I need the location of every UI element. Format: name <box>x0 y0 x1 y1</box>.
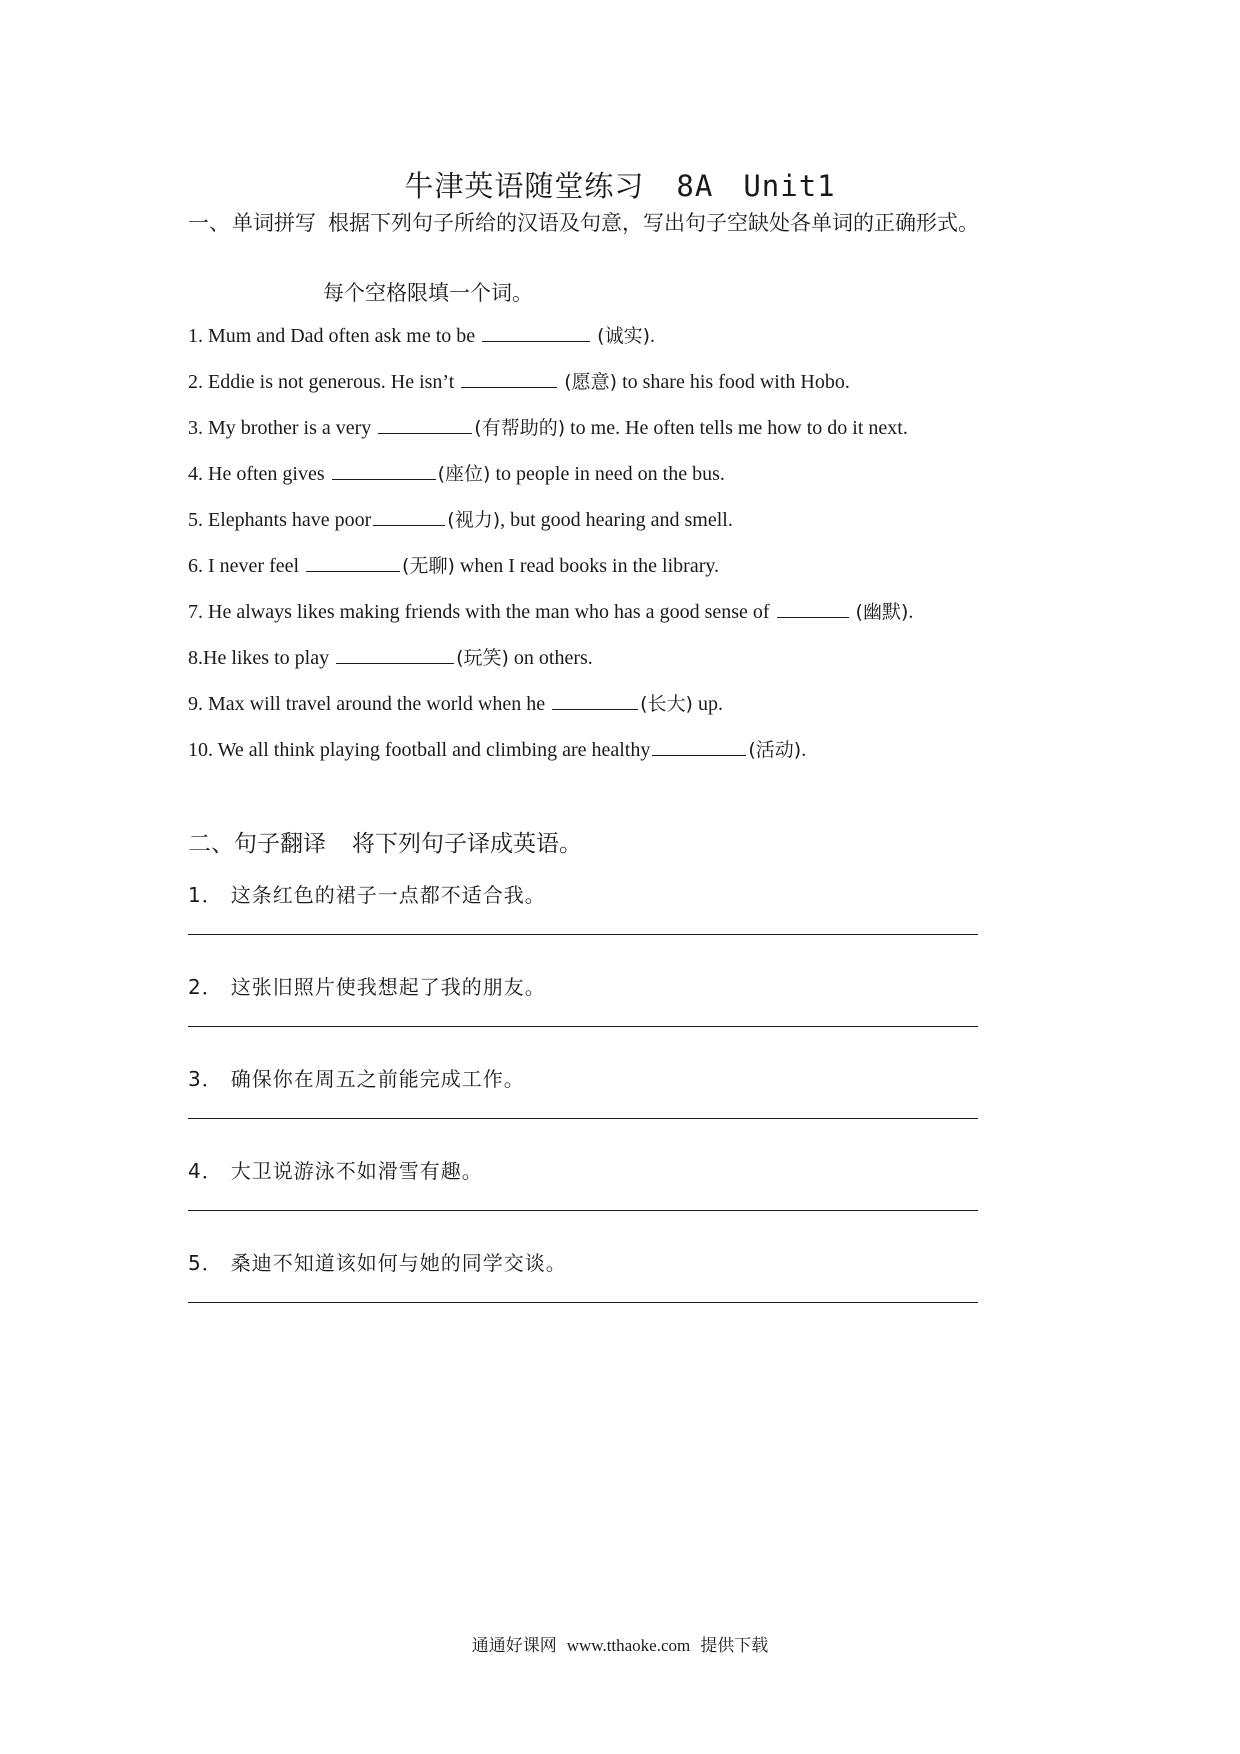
translation-question <box>188 1155 978 1184</box>
item-text-after: , but good hearing and smell. <box>500 509 733 531</box>
answer-blank[interactable] <box>461 369 557 388</box>
item-number: 3. <box>188 417 203 439</box>
section2-heading <box>188 825 582 858</box>
translation-question <box>188 1063 978 1092</box>
item-text: We all think playing football and climbing are healthy <box>217 739 651 761</box>
question-text: 桑迪不知道该如何与她的同学交谈。 <box>230 1251 567 1275</box>
answer-blank[interactable] <box>378 415 472 434</box>
translation-question <box>188 971 978 1000</box>
question-number: 1． <box>188 883 223 907</box>
answer-blank[interactable] <box>777 599 849 618</box>
translation-item <box>188 971 978 1000</box>
answer-line[interactable] <box>188 1118 978 1119</box>
question-text: 这张旧照片使我想起了我的朋友。 <box>230 975 546 999</box>
translation-item <box>188 1063 978 1092</box>
title-grade: 8A <box>676 169 714 203</box>
fill-item <box>188 691 1088 737</box>
section1-instruction: 根据下列句子所给的汉语及句意，写出句子空缺处各单词的正确形式。 <box>328 211 979 235</box>
item-hint: (活动) <box>748 739 802 761</box>
answer-line[interactable] <box>188 934 978 935</box>
page-footer <box>0 1631 1240 1656</box>
footer-site-name: 通通好课网 <box>471 1636 557 1656</box>
item-text: He always likes making friends with the man who has a good sense of <box>208 601 770 623</box>
question-number: 4． <box>188 1159 223 1183</box>
question-number: 2． <box>188 975 223 999</box>
fill-item <box>188 415 1088 461</box>
item-text-after: to share his food with Hobo. <box>617 371 850 393</box>
fill-item <box>188 645 1088 691</box>
section1-number: 一、 <box>188 211 230 235</box>
question-number: 3． <box>188 1067 223 1091</box>
item-hint: (幽默) <box>855 601 909 623</box>
item-hint: (玩笑) <box>456 647 509 669</box>
title-main: 牛津英语随堂练习 <box>404 169 645 203</box>
fill-in-list <box>188 323 1088 783</box>
item-text-after: up. <box>692 693 723 715</box>
translation-question <box>188 1247 978 1276</box>
fill-item <box>188 323 1088 369</box>
item-hint: (愿意) <box>564 371 618 393</box>
item-hint: (座位) <box>437 463 491 485</box>
fill-item <box>188 507 1088 553</box>
item-number: 4. <box>188 463 203 485</box>
page-title <box>0 164 1240 205</box>
item-text-after: . <box>801 739 807 761</box>
item-number: 10. <box>188 739 213 761</box>
title-unit: Unit1 <box>743 169 836 203</box>
fill-item <box>188 737 1088 783</box>
item-text-after: when I read books in the library. <box>454 555 720 577</box>
item-text: Eddie is not generous. He isn’t <box>208 371 455 393</box>
question-text: 确保你在周五之前能完成工作。 <box>230 1067 525 1091</box>
item-number: 7. <box>188 601 203 623</box>
translation-item <box>188 1247 978 1276</box>
item-number: 9. <box>188 693 203 715</box>
item-text: He often gives <box>208 463 325 485</box>
item-text-after: . <box>908 601 914 623</box>
item-number: 5. <box>188 509 203 531</box>
answer-blank[interactable] <box>336 645 454 664</box>
footer-url[interactable]: www.tthaoke.com <box>566 1636 691 1655</box>
answer-line[interactable] <box>188 1026 978 1027</box>
answer-blank[interactable] <box>652 737 746 756</box>
item-text-after: to people in need on the bus. <box>490 463 725 485</box>
section1-note: 每个空格限填一个词。 <box>323 281 533 305</box>
item-text-after: to me. He often tells me how to do it next. <box>565 417 908 439</box>
translation-question <box>188 879 978 908</box>
answer-blank[interactable] <box>332 461 436 480</box>
item-hint: (无聊) <box>402 555 455 577</box>
item-hint: (有帮助的) <box>474 417 566 439</box>
item-number: 6. <box>188 555 203 577</box>
item-number: 2. <box>188 371 203 393</box>
footer-suffix: 提供下载 <box>700 1636 769 1656</box>
item-hint: (诚实) <box>597 325 650 347</box>
item-text: Elephants have poor <box>208 509 372 531</box>
answer-blank[interactable] <box>373 507 445 526</box>
fill-item <box>188 553 1088 599</box>
section1-title: 单词拼写 <box>232 211 316 235</box>
section2-number: 二、 <box>188 831 234 857</box>
fill-item <box>188 599 1088 645</box>
answer-blank[interactable] <box>482 323 590 342</box>
question-number: 5． <box>188 1251 223 1275</box>
item-hint: (长大) <box>640 693 693 715</box>
item-text: Mum and Dad often ask me to be <box>208 325 476 347</box>
answer-line[interactable] <box>188 1210 978 1211</box>
translation-item <box>188 1155 978 1184</box>
item-text-after: on others. <box>508 647 593 669</box>
item-text: Max will travel around the world when he <box>208 693 546 715</box>
question-text: 这条红色的裙子一点都不适合我。 <box>230 883 546 907</box>
item-number: 1. <box>188 325 203 347</box>
answer-blank[interactable] <box>306 553 400 572</box>
fill-item <box>188 461 1088 507</box>
item-text-after: . <box>650 325 655 347</box>
translation-item <box>188 879 978 908</box>
section1-heading <box>188 207 979 237</box>
section2-title: 句子翻译 <box>234 831 326 857</box>
question-text: 大卫说游泳不如滑雪有趣。 <box>230 1159 483 1183</box>
item-text: I never feel <box>208 555 300 577</box>
item-text: He likes to play <box>203 647 330 669</box>
fill-item <box>188 369 1088 415</box>
item-hint: (视力) <box>447 509 501 531</box>
answer-blank[interactable] <box>552 691 638 710</box>
item-text: My brother is a very <box>208 417 372 439</box>
answer-line[interactable] <box>188 1302 978 1303</box>
section2-instruction: 将下列句子译成英语。 <box>352 831 582 857</box>
item-number: 8. <box>188 647 203 669</box>
